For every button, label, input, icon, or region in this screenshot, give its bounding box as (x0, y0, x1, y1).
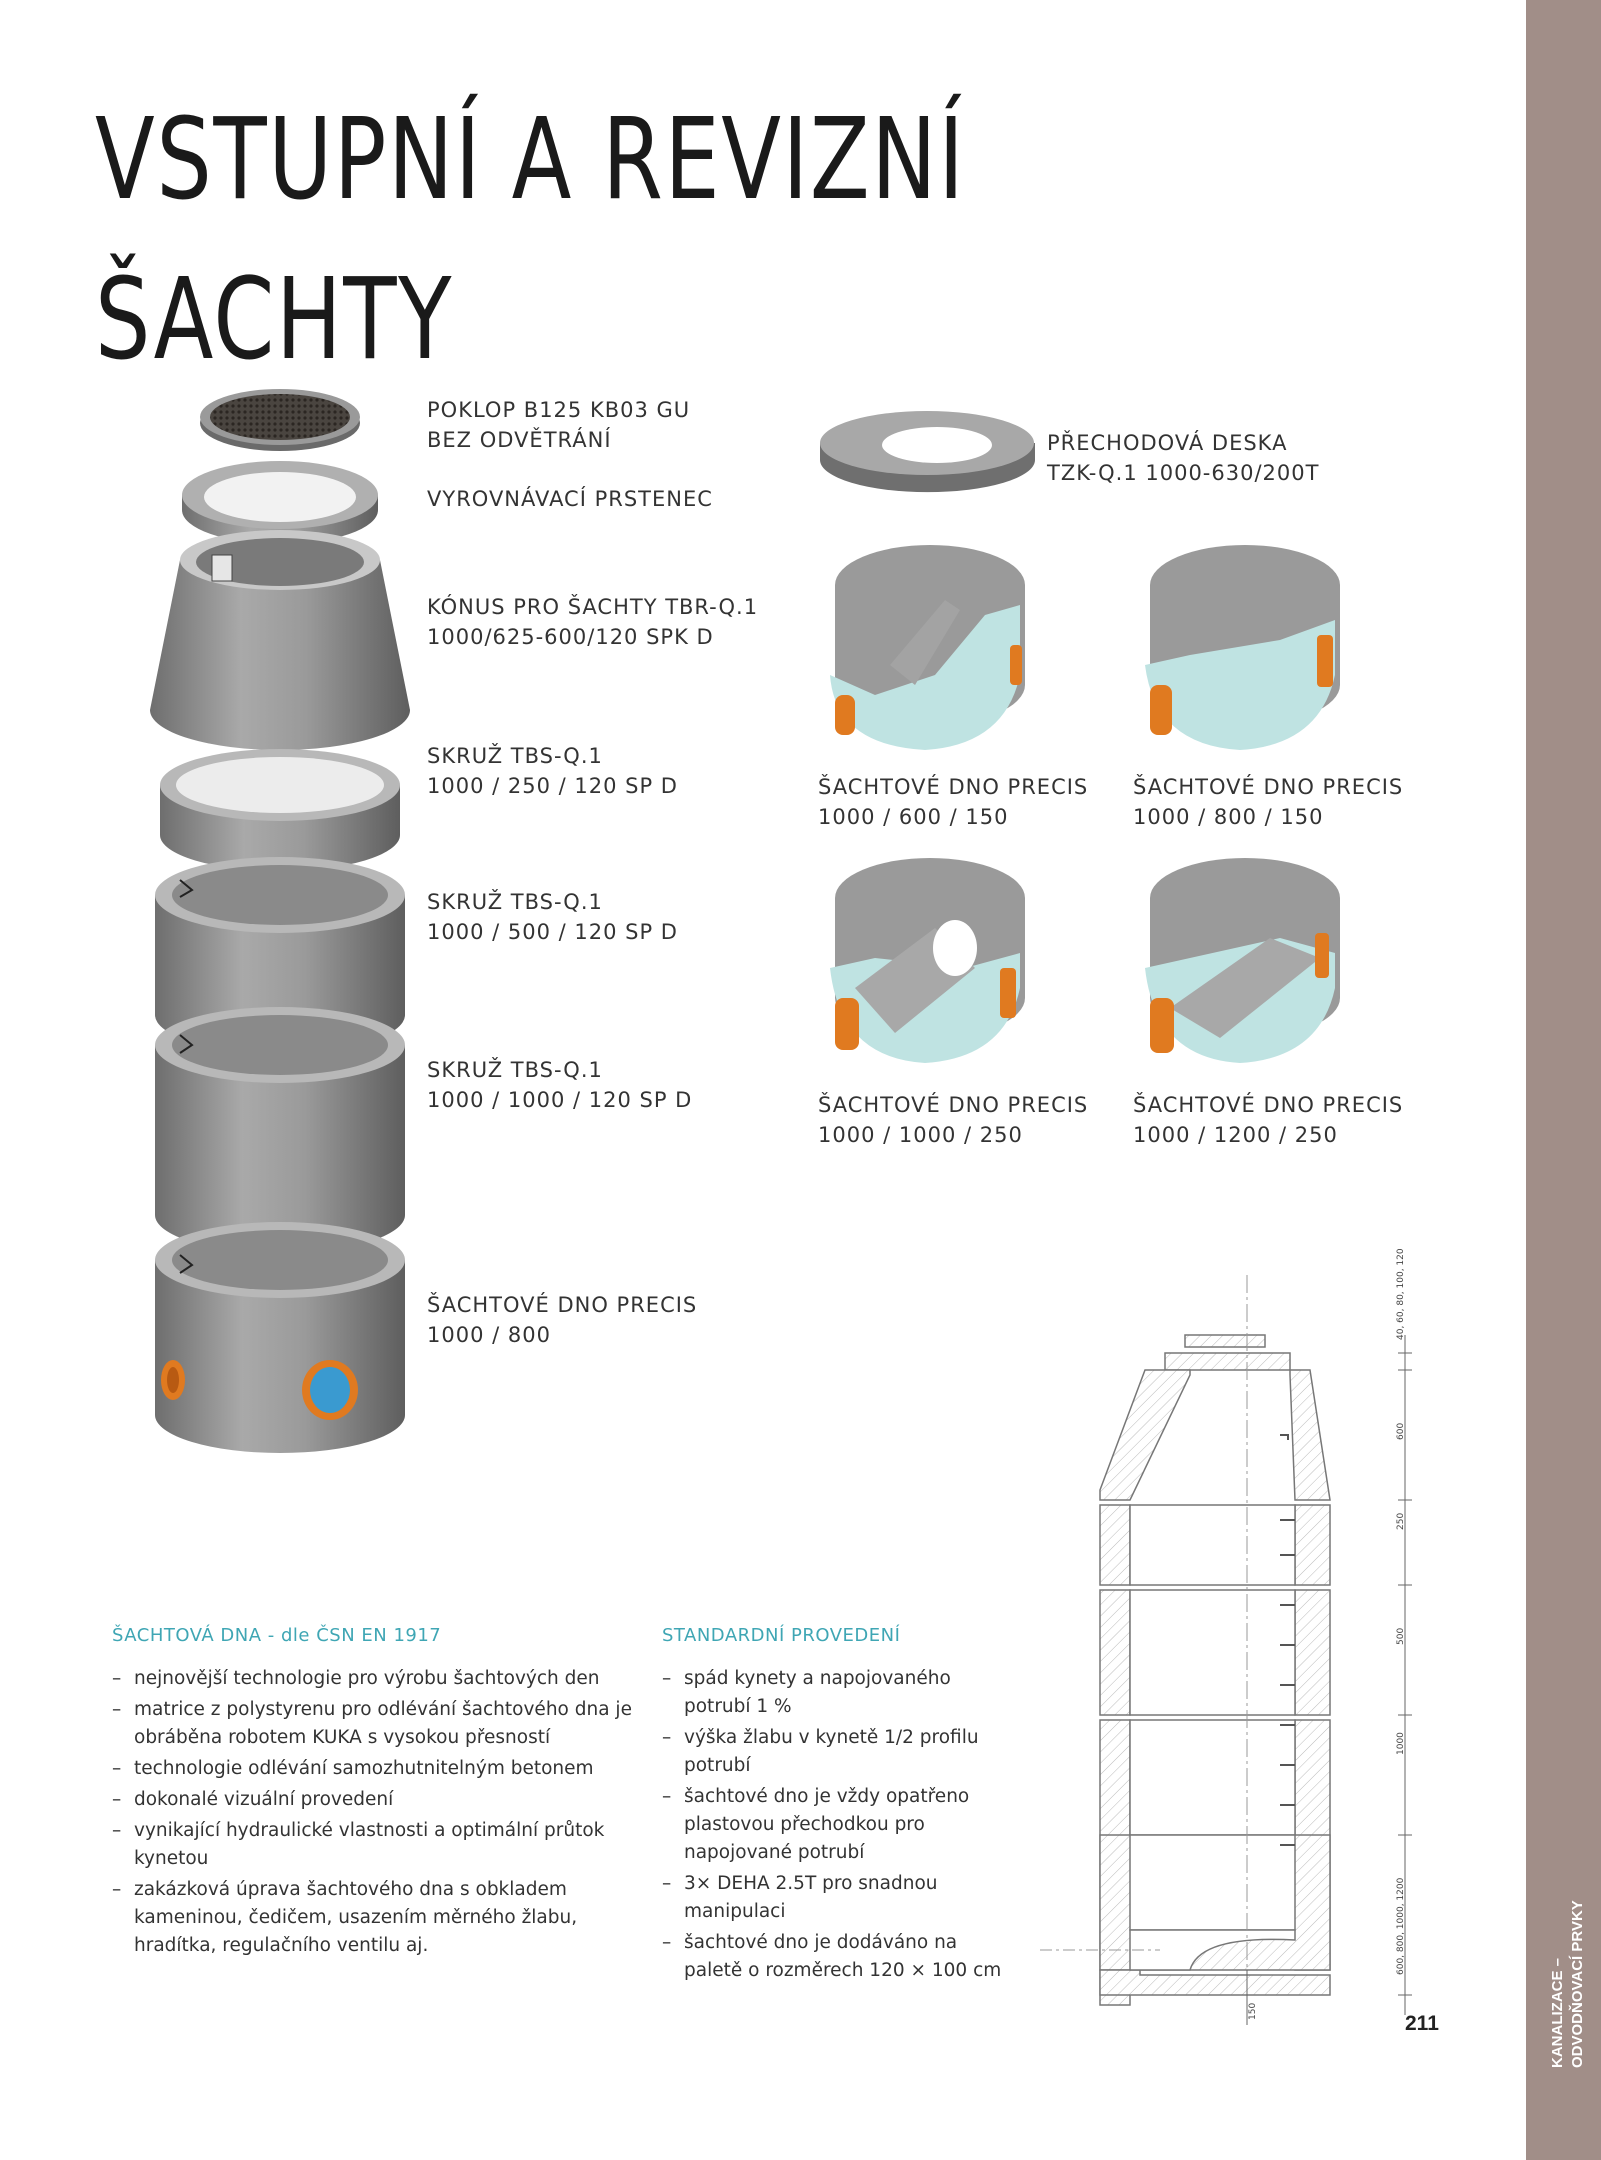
label-ring-250-line-1: SKRUŽ TBS-Q.1 (427, 744, 603, 768)
label-ring-250-line-2: 1000 / 250 / 120 SP D (427, 774, 678, 798)
dim-cone-label: 600 (1396, 1422, 1406, 1440)
page-number: 211 (1405, 2012, 1439, 2035)
list-item: – vynikající hydraulické vlastnosti a optimální průtok kynetou (112, 1817, 632, 1873)
label-base-line-2: 1000 / 800 (427, 1323, 551, 1347)
title-line-2: ŠACHTY (95, 255, 454, 385)
ring-250 (160, 749, 400, 871)
list-item: – 3× DEHA 2.5T pro snadnou manipulaci (662, 1870, 1017, 1926)
list-item: – šachtové dno je vždy opatřeno plastovou přechodkou pro napojované potrubí (662, 1783, 1017, 1867)
manhole-cover (200, 389, 360, 451)
label-ring-1000 (427, 1055, 692, 1115)
section-drawing (1040, 1235, 1420, 2035)
label-ring-1000-line-1: SKRUŽ TBS-Q.1 (427, 1058, 603, 1082)
list-item: – šachtové dno je dodáváno na paletě o rozměrech 120 × 100 cm (662, 1929, 1017, 1985)
list-item: – spád kynety a napojovaného potrubí 1 % (662, 1665, 1017, 1721)
chapter-label-line-1: KANALIZACE – (1549, 1957, 1566, 2068)
label-base-600 (818, 772, 1088, 832)
base-1000-illustration (815, 858, 1035, 1073)
chapter-sidebar (1526, 0, 1601, 2160)
label-cover (427, 395, 690, 455)
label-transition-plate (1047, 428, 1319, 488)
shaft-base (155, 1222, 405, 1453)
label-ring-500 (427, 887, 678, 947)
label-base (427, 1290, 697, 1350)
list-item: – nejnovější technologie pro výrobu šachtových den (112, 1665, 632, 1693)
transition-plate-illustration (815, 405, 1040, 495)
list-item: – technologie odlévání samozhutnitelným betonem (112, 1755, 632, 1783)
label-base-1200-line-2: 1000 / 1200 / 250 (1133, 1123, 1338, 1147)
label-ring-250 (427, 741, 678, 801)
label-base-600-line-2: 1000 / 600 / 150 (818, 805, 1009, 829)
label-base-line-1: ŠACHTOVÉ DNO PRECIS (427, 1293, 698, 1317)
label-transition-plate-line-2: TZK-Q.1 1000-630/200T (1047, 461, 1320, 485)
section-heading-standard: STANDARDNÍ PROVEDENÍ (662, 1625, 901, 1646)
base-600-illustration (815, 545, 1035, 760)
list-item: – matrice z polystyrenu pro odlévání šachtového dna je obráběna robotem KUKA s vysokou přesností (112, 1696, 632, 1752)
label-base-1000-line-1: ŠACHTOVÉ DNO PRECIS (818, 1093, 1089, 1117)
label-ring-500-line-2: 1000 / 500 / 120 SP D (427, 920, 678, 944)
ring-1000 (155, 1007, 405, 1253)
dim-top-label: 40, 60, 80, 100, 120 (1396, 1248, 1406, 1340)
list-item: – dokonalé vizuální provedení (112, 1786, 632, 1814)
dim-ring500-label: 500 (1396, 1627, 1406, 1645)
cone-section (150, 530, 410, 750)
bases-feature-list (112, 1665, 632, 1963)
label-base-800 (1133, 772, 1403, 832)
label-leveling-ring-line-1: VYROVNÁVACÍ PRSTENEC (427, 487, 713, 511)
label-base-800-line-2: 1000 / 800 / 150 (1133, 805, 1324, 829)
title-line-1: VSTUPNÍ A REVIZNÍ (95, 95, 966, 225)
label-cover-line-1: POKLOP B125 KB03 GU (427, 398, 691, 422)
label-cone-line-1: KÓNUS PRO ŠACHTY TBR-Q.1 (427, 595, 759, 619)
label-base-1000-line-2: 1000 / 1000 / 250 (818, 1123, 1023, 1147)
label-base-800-line-1: ŠACHTOVÉ DNO PRECIS (1133, 775, 1404, 799)
chapter-label (1548, 1900, 1588, 2068)
label-base-1000 (818, 1090, 1088, 1150)
label-ring-500-line-1: SKRUŽ TBS-Q.1 (427, 890, 603, 914)
label-base-600-line-1: ŠACHTOVÉ DNO PRECIS (818, 775, 1089, 799)
label-ring-1000-line-2: 1000 / 1000 / 120 SP D (427, 1088, 693, 1112)
dim-ring1000-label: 1000 (1396, 1732, 1406, 1755)
standard-feature-list (662, 1665, 1017, 1988)
base-1200-illustration (1130, 858, 1350, 1073)
label-base-1200-line-1: ŠACHTOVÉ DNO PRECIS (1133, 1093, 1404, 1117)
label-cone (427, 592, 758, 652)
manhole-stack-illustration (140, 385, 440, 1465)
label-cover-line-2: BEZ ODVĚTRÁNÍ (427, 428, 612, 452)
label-transition-plate-line-1: PŘECHODOVÁ DESKA (1047, 431, 1288, 455)
dim-bottom-label: 150 (1248, 2002, 1258, 2020)
label-cone-line-2: 1000/625-600/120 SPK D (427, 625, 714, 649)
list-item: – výška žlabu v kynetě 1/2 profilu potrubí (662, 1724, 1017, 1780)
chapter-label-line-2: ODVODŇOVACÍ PRVKY (1569, 1900, 1586, 2068)
base-800-illustration (1130, 545, 1350, 760)
label-base-1200 (1133, 1090, 1403, 1150)
page-title (95, 80, 966, 400)
list-item: – zakázková úprava šachtového dna s obkladem kameninou, čedičem, usazením měrného žlabu, hradítka, regulačního ventilu aj. (112, 1876, 632, 1960)
dim-ring250-label: 250 (1396, 1512, 1406, 1530)
label-leveling-ring (427, 484, 713, 514)
section-heading-bases: ŠACHTOVÁ DNA - dle ČSN EN 1917 (112, 1625, 442, 1646)
dim-base-label: 600, 800, 1000, 1200 (1396, 1877, 1406, 1975)
